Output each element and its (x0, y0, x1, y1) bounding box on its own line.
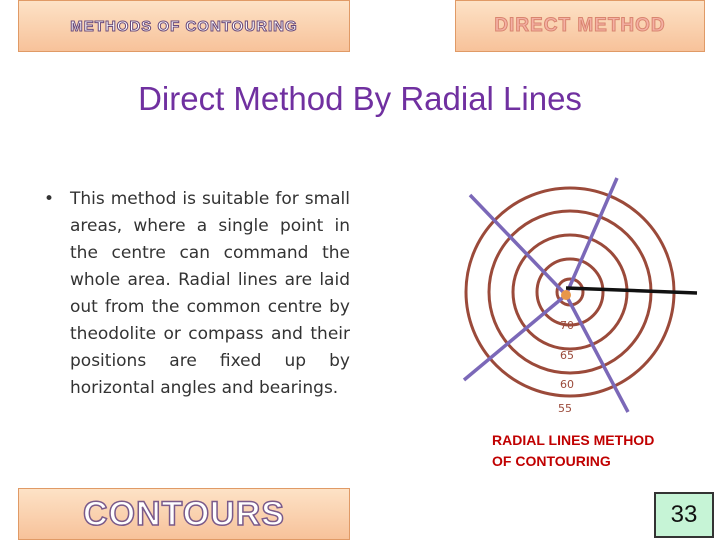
contour-label-70: 70 (560, 319, 574, 332)
header-tab-direct-method-label: DIRECT METHOD (494, 15, 666, 36)
bullet-item (44, 186, 350, 402)
header-tab-direct-method[interactable] (455, 0, 705, 52)
header-tab-methods-label: METHODS OF CONTOURING (70, 17, 298, 35)
contour-label-55: 55 (558, 402, 572, 415)
bullet-text: This method is suitable for small areas, where a single point in the centre can command the whole area. Radial lines are laid out from the common centre by theodolite or compass and their positions are fixed up by horizontal angles and bearings. (70, 189, 350, 398)
diagram-caption-line2: OF CONTOURING (492, 453, 611, 469)
slide-title: Direct Method By Radial Lines (138, 80, 582, 117)
radial-line-east (566, 288, 697, 293)
footer-tab-contours-label: CONTOURS (83, 494, 285, 533)
centre-point (561, 290, 571, 300)
header-tab-methods[interactable] (18, 0, 350, 52)
diagram-caption (492, 430, 692, 472)
page-number (654, 492, 714, 538)
contour-label-60: 60 (560, 378, 574, 391)
bullet-dot-icon: • (44, 189, 55, 209)
radial-line-northwest (470, 195, 566, 295)
diagram-caption-line1: RADIAL LINES METHOD (492, 432, 655, 448)
contour-label-65: 65 (560, 349, 574, 362)
page-number-label: 33 (670, 501, 698, 528)
footer-tab-contours[interactable] (18, 488, 350, 540)
radial-contour-diagram (450, 175, 700, 425)
